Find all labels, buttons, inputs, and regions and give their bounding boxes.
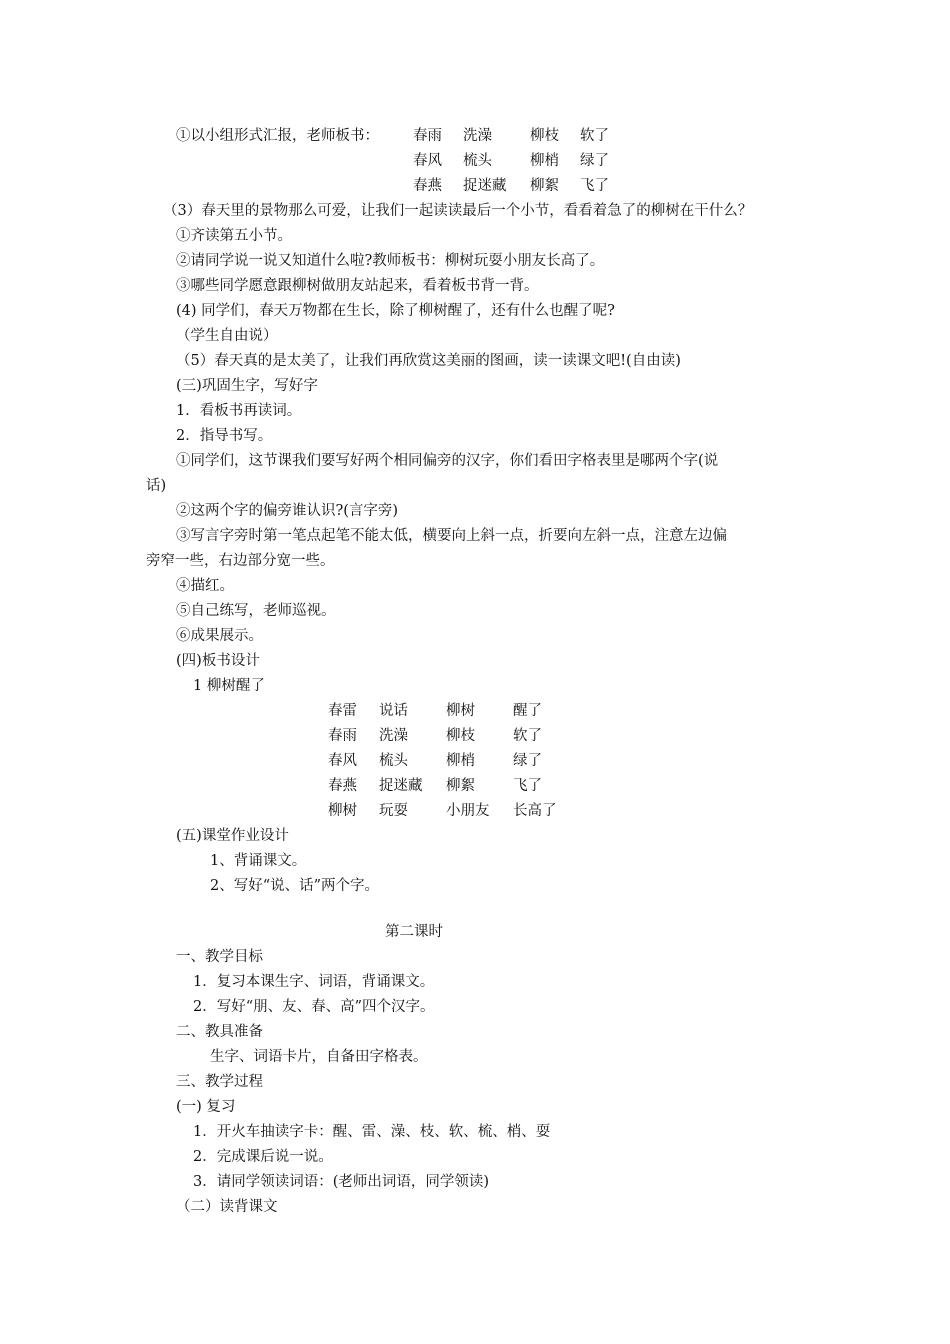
text-line: 1．开火车抽读字卡：醒、雷、澡、枝、软、梳、梢、耍 [193,1124,551,1140]
table-cell: 说话 [379,703,408,719]
text-line: ①以小组形式汇报，老师板书： [176,128,379,144]
table-cell: 柳枝 [530,128,559,144]
table-cell: 春风 [413,153,442,169]
text-line: 1．复习本课生字、词语，背诵课文。 [193,974,435,990]
table-cell: 长高了 [513,803,557,819]
section-heading: （二）读背课文 [176,1199,278,1215]
section-heading: 三、教学过程 [176,1074,263,1090]
text-line: （5）春天真的是太美了，让我们再欣赏这美丽的图画，读一读课文吧!(自由读) [176,353,681,369]
table-cell: 柳梢 [530,153,559,169]
table-cell: 春燕 [413,178,442,194]
text-line: ②请同学说一说又知道什么啦?教师板书：柳树玩耍小朋友长高了。 [176,253,605,269]
table-cell: 春雨 [328,728,357,744]
text-line: ⑥成果展示。 [176,628,263,644]
table-cell: 柳树 [446,703,475,719]
section-heading: 一、教学目标 [176,949,263,965]
table-cell: 洗澡 [379,728,408,744]
table-cell: 软了 [580,128,609,144]
table-cell: 柳树 [328,803,357,819]
table-cell: 柳絮 [446,778,475,794]
table-cell: 春雷 [328,703,357,719]
table-cell: 醒了 [513,703,542,719]
text-line: （3）春天里的景物那么可爱，让我们一起读读最后一个小节，看看着急了的柳树在干什么？ [163,203,753,219]
text-line: ①同学们，这节课我们要写好两个相同偏旁的汉字，你们看田字格表里是哪两个字(说 [176,453,719,469]
text-line: ①齐读第五小节。 [176,228,292,244]
section-heading: (三)巩固生字，写好字 [176,378,318,394]
section-heading: (四)板书设计 [176,653,260,669]
text-line: 2．指导书写。 [176,428,273,444]
table-cell: 梳头 [379,753,408,769]
section-heading: (五)课堂作业设计 [176,828,289,844]
table-cell: 梳头 [463,153,492,169]
table-cell: 绿了 [513,753,542,769]
text-line: 2．写好“朋、友、春、高”四个汉字。 [193,999,435,1015]
table-cell: 春风 [328,753,357,769]
table-cell: 柳枝 [446,728,475,744]
text-line: ③哪些同学愿意跟柳树做朋友站起来，看着板书背一背。 [176,278,539,294]
table-cell: 飞了 [580,178,609,194]
section-heading: (一) 复习 [176,1099,236,1115]
table-cell: 春雨 [413,128,442,144]
text-line: ⑤自己练写，老师巡视。 [176,603,336,619]
table-cell: 玩耍 [379,803,408,819]
text-line: 1、背诵课文。 [210,853,307,869]
table-cell: 小朋友 [446,803,490,819]
table-cell: 柳絮 [530,178,559,194]
table-cell: 柳梢 [446,753,475,769]
table-cell: 绿了 [580,153,609,169]
section-heading: 二、教具准备 [176,1024,263,1040]
text-line: 2．完成课后说一说。 [193,1149,333,1165]
lesson-title: 第二课时 [385,924,443,940]
text-line: 旁窄一些，右边部分宽一些。 [146,553,335,569]
table-cell: 洗澡 [463,128,492,144]
text-line: ③写言字旁时第一笔点起笔不能太低，横要向上斜一点，折要向左斜一点，注意左边偏 [176,528,727,544]
text-line: 话) [146,478,167,494]
table-cell: 捉迷藏 [379,778,423,794]
table-cell: 捉迷藏 [463,178,507,194]
text-line: 3．请同学领读词语：(老师出词语，同学领读) [193,1174,490,1190]
table-cell: 软了 [513,728,542,744]
text-line: 1．看板书再读词。 [176,403,302,419]
text-line: ④描红。 [176,578,234,594]
board-title: 1 柳树醒了 [193,678,265,694]
table-cell: 春燕 [328,778,357,794]
text-line: （学生自由说） [176,328,278,344]
text-line: (4) 同学们，春天万物都在生长，除了柳树醒了，还有什么也醒了呢? [176,303,615,319]
table-cell: 飞了 [513,778,542,794]
text-line: 生字、词语卡片，自备田字格表。 [210,1049,428,1065]
text-line: 2、写好“说、话”两个字。 [210,878,380,894]
text-line: ②这两个字的偏旁谁认识?(言字旁) [176,503,399,519]
